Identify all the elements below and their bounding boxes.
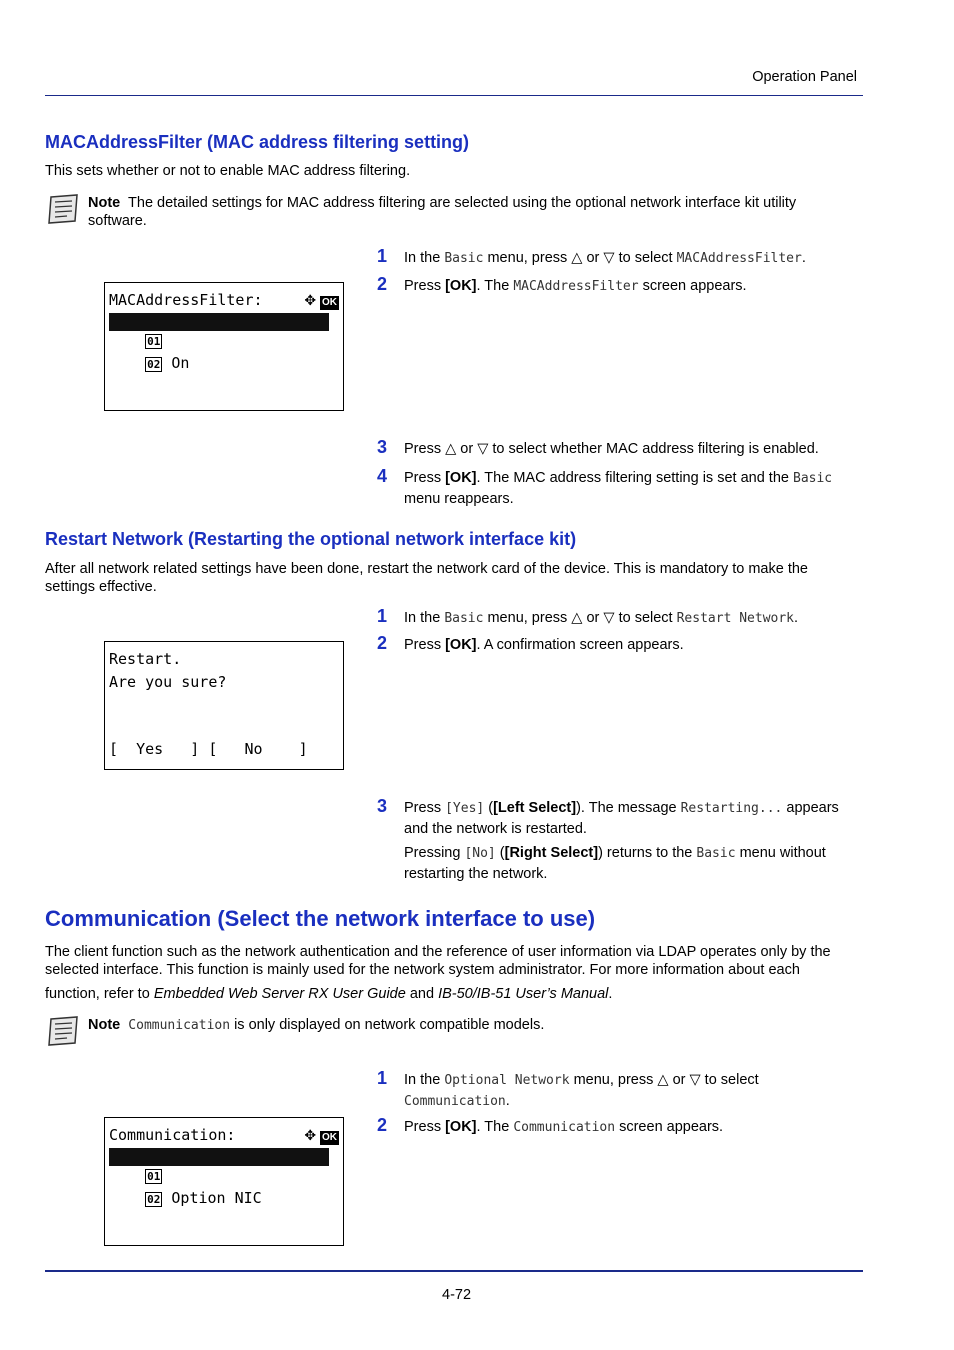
- lcd-title: MACAddressFilter:: [109, 291, 263, 309]
- note-label: Note: [88, 1017, 121, 1033]
- mac-section-title: MACAddressFilter (MAC address filtering setting): [45, 132, 470, 152]
- step-number: 1: [377, 1068, 388, 1088]
- option-num-badge: 02: [147, 358, 161, 371]
- lcd-line-2: Are you sure?: [109, 673, 227, 691]
- mac-step-4: Press [OK]. The MAC address filtering setting is set and the Basic menu reappears.: [404, 470, 833, 507]
- mac-lcd-screen: [104, 282, 344, 411]
- mac-note-text: The detailed settings for MAC address filtering are selected using the optional network interface kit utility software.: [88, 195, 797, 229]
- lcd-line-1: Restart.: [109, 650, 182, 668]
- mac-step-1: In the Basic menu, press △ or ▽ to select MACAddressFilter.: [404, 250, 806, 266]
- lcd-softkeys: [ Yes ] [ No ]: [109, 740, 308, 758]
- mac-step-2: Press [OK]. The MACAddressFilter screen appears.: [404, 278, 747, 294]
- note-icon: [45, 1015, 81, 1047]
- step-number: 1: [377, 606, 388, 626]
- restart-step-2: Press [OK]. A confirmation screen appears.: [404, 637, 684, 653]
- comm-section-title: Communication (Select the network interface to use): [45, 906, 596, 931]
- ok-icon: OK: [322, 1132, 337, 1143]
- option-label: Option NIC: [162, 1189, 262, 1207]
- comm-note: [88, 1016, 858, 1035]
- comm-description: The client function such as the network authentication and the reference of user information via LDAP operates only by the selected interface. This function is mainly used for the network system administrator. For more information about each: [45, 944, 831, 978]
- lcd-title: Communication:: [109, 1126, 236, 1144]
- mac-step-3: Press △ or ▽ to select whether MAC address filtering is enabled.: [404, 441, 819, 457]
- header-divider: [45, 95, 863, 96]
- restart-step-1: In the Basic menu, press △ or ▽ to select Restart Network.: [404, 610, 799, 626]
- option-label: *Off: [162, 331, 199, 349]
- comm-step-2: Press [OK]. The Communication screen appears.: [404, 1119, 724, 1135]
- note-label: Note: [88, 195, 121, 211]
- restart-extra-note: Pressing [No] ([Right Select]) returns to the Basic menu without restarting the network.: [404, 845, 826, 882]
- restart-lcd-screen: [104, 641, 344, 770]
- option-num-badge: 01: [147, 335, 161, 348]
- comm-step-1: In the Optional Network menu, press △ or ▽ to select Communication.: [404, 1072, 759, 1109]
- restart-step-3: Press [Yes] ([Left Select]). The message Restarting... appears and the network is restarted.: [404, 800, 839, 837]
- option-label: *Standard NIC: [162, 1166, 280, 1184]
- mac-note: [88, 194, 858, 230]
- step-number: 3: [377, 437, 388, 457]
- footer-divider: [45, 1270, 863, 1272]
- lcd-nav-icons: [304, 292, 339, 310]
- comm-lcd-screen: [104, 1117, 344, 1246]
- lcd-option-2: [109, 336, 189, 390]
- arrows-icon: ✥: [304, 292, 317, 308]
- restart-description: After all network related settings have been done, restart the network card of the device. This is mandatory to make the settings effective.: [45, 561, 808, 595]
- step-number: 3: [377, 796, 388, 816]
- step-number: 1: [377, 246, 388, 266]
- step-number: 2: [377, 274, 388, 294]
- page-number: 4-72: [442, 1287, 472, 1303]
- lcd-option-2: [109, 1171, 262, 1225]
- option-num-badge: 02: [147, 1193, 161, 1206]
- ok-icon: OK: [322, 297, 337, 308]
- mac-description: This sets whether or not to enable MAC address filtering.: [45, 163, 411, 179]
- lcd-nav-icons: [304, 1127, 339, 1145]
- step-number: 2: [377, 1115, 388, 1135]
- comm-note-text: is only displayed on network compatible models.: [230, 1017, 545, 1033]
- option-label: On: [162, 354, 190, 372]
- step-number: 4: [377, 466, 388, 486]
- note-code: Communication: [128, 1018, 231, 1033]
- note-icon: [45, 193, 81, 225]
- header-section-title: Operation Panel: [752, 69, 857, 85]
- arrows-icon: ✥: [304, 1127, 317, 1143]
- option-num-badge: 01: [147, 1170, 161, 1183]
- restart-section-title: Restart Network (Restarting the optional network interface kit): [45, 529, 577, 549]
- comm-description-2: function, refer to Embedded Web Server RX User Guide and IB-50/IB-51 User’s Manual.: [45, 986, 613, 1002]
- step-number: 2: [377, 633, 388, 653]
